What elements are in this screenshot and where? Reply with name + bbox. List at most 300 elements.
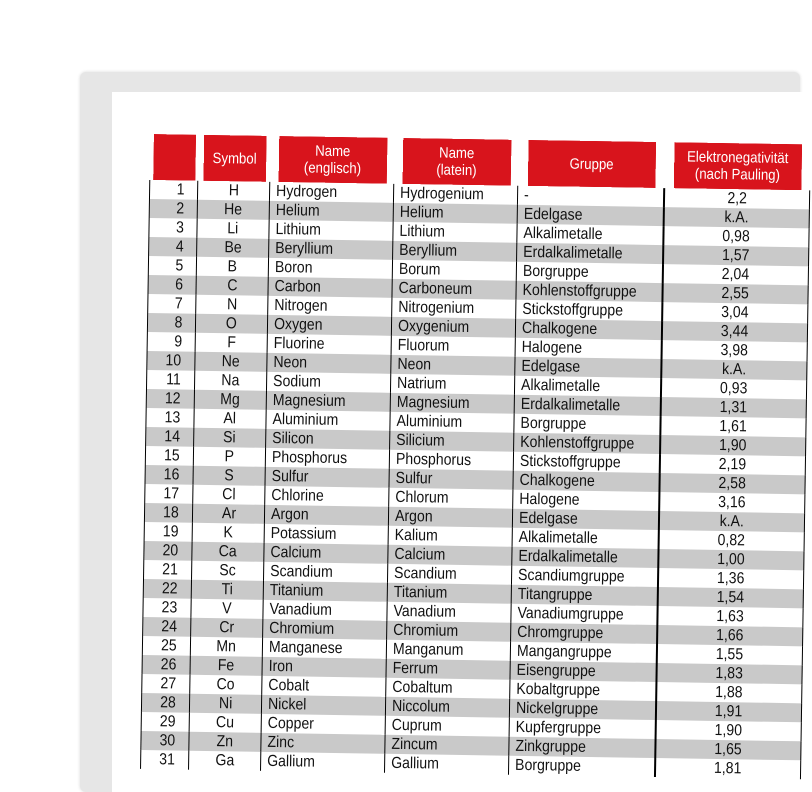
atomic-number-cell [144, 560, 192, 580]
electronegativity-cell [659, 473, 805, 494]
element-symbol: Be [223, 239, 242, 257]
name-english: Iron [268, 657, 294, 676]
name-english: Phosphorus [271, 448, 348, 468]
electronegativity-cell [663, 245, 809, 266]
electronegativity-cell [657, 568, 803, 589]
name-english-cell [269, 220, 393, 241]
electronegativity: 0,98 [722, 228, 751, 246]
element-group: Kupfergruppe [515, 718, 602, 738]
electronegativity-cell [662, 302, 808, 323]
electronegativity-cell [658, 511, 804, 532]
electronegativity: 2,58 [718, 474, 747, 493]
header-symbol: Symbol [202, 135, 266, 182]
name-english: Cobalt [268, 676, 310, 695]
name-english-cell [263, 562, 387, 583]
atomic-number: 5 [175, 257, 184, 275]
element-symbol-cell [195, 314, 267, 334]
element-group-cell [513, 490, 659, 511]
name-latin: Sulfur [395, 469, 433, 488]
element-group-cell [516, 300, 662, 321]
atomic-number-cell [146, 370, 194, 390]
element-symbol-cell [193, 447, 265, 467]
name-english-cell [266, 410, 390, 431]
name-latin: Zincum [391, 735, 438, 754]
name-latin-cell [388, 526, 512, 547]
element-symbol: Li [227, 220, 239, 238]
name-latin: Scandium [393, 564, 457, 583]
electronegativity: 3,98 [720, 341, 749, 360]
element-group-cell [510, 642, 656, 663]
element-table-sheet [140, 134, 811, 779]
element-group: Erdalkalimetalle [518, 547, 618, 567]
name-latin-cell [386, 659, 510, 680]
atomic-number: 21 [162, 561, 179, 579]
atomic-number: 30 [159, 732, 176, 750]
name-english: Fluorine [273, 334, 325, 353]
atomic-number-cell [142, 674, 190, 694]
electronegativity: 1,55 [715, 645, 744, 664]
element-symbol-cell [191, 599, 263, 619]
element-group: Alkalimetalle [523, 224, 603, 244]
element-group-cell [509, 699, 655, 720]
header-name-latin: Name (latein) [401, 138, 511, 186]
name-latin-cell [389, 450, 513, 471]
element-symbol-cell [189, 732, 261, 752]
atomic-number: 19 [162, 523, 179, 541]
atomic-number: 25 [161, 637, 178, 655]
atomic-number-cell [147, 332, 195, 352]
name-english: Magnesium [272, 391, 346, 411]
name-english: Vanadium [269, 600, 333, 619]
element-symbol: O [225, 315, 238, 333]
element-group: Scandiumgruppe [517, 566, 625, 586]
name-english: Scandium [270, 562, 333, 581]
atomic-number: 20 [162, 542, 179, 560]
element-symbol-cell [189, 751, 261, 771]
name-english: Oxygen [273, 315, 323, 334]
name-latin-cell [386, 640, 510, 661]
electronegativity-cell [662, 264, 808, 285]
element-group-cell [512, 547, 658, 568]
atomic-number: 9 [174, 333, 183, 351]
name-latin: Phosphorus [395, 450, 472, 470]
name-latin: Manganum [392, 640, 464, 659]
atomic-number: 27 [160, 675, 177, 693]
electronegativity-cell [660, 378, 806, 399]
name-latin: Calcium [394, 545, 446, 564]
name-latin-cell [385, 716, 509, 737]
electronegativity-cell [663, 188, 809, 209]
element-group: Borgruppe [520, 414, 587, 433]
name-latin: Borum [398, 260, 441, 279]
element-group-cell [511, 566, 657, 587]
electronegativity-cell [660, 416, 806, 437]
element-symbol-cell [192, 523, 264, 543]
element-symbol-cell [192, 504, 264, 524]
element-group-cell [511, 604, 657, 625]
name-english-cell [261, 752, 385, 773]
name-english: Nitrogen [274, 296, 328, 315]
name-latin-cell [387, 602, 511, 623]
element-group: Chalkogene [519, 471, 595, 491]
name-english-cell [265, 467, 389, 488]
atomic-number-cell [145, 446, 193, 466]
electronegativity-cell [663, 207, 809, 228]
name-latin: Kalium [394, 526, 438, 545]
name-english-cell [268, 258, 392, 279]
element-group: Eisengruppe [516, 661, 596, 681]
element-group: Edelgase [523, 205, 583, 224]
element-group: Kobaltgruppe [516, 680, 601, 700]
atomic-number-cell [148, 275, 196, 295]
atomic-number-cell [144, 503, 192, 523]
header-number [153, 134, 196, 181]
electronegativity-cell [655, 701, 801, 722]
atomic-number: 16 [163, 466, 180, 484]
element-symbol: V [222, 600, 232, 618]
name-english-cell [262, 657, 386, 678]
name-latin: Lithium [399, 222, 446, 241]
element-group: Edelgase [518, 509, 578, 528]
element-symbol: Ar [221, 505, 236, 523]
electronegativity: k.A. [719, 512, 744, 531]
atomic-number: 17 [163, 485, 180, 503]
name-english-cell [266, 372, 390, 393]
element-group-cell [517, 243, 663, 264]
element-symbol: Co [216, 676, 235, 694]
name-english-cell [262, 638, 386, 659]
atomic-number: 15 [164, 447, 181, 465]
element-symbol: N [226, 296, 238, 314]
element-group: Halogene [521, 338, 583, 357]
electronegativity: 1,83 [715, 664, 744, 683]
element-group-cell [515, 357, 661, 378]
atomic-number-cell [148, 256, 196, 276]
electronegativity-cell [661, 321, 807, 342]
name-english: Nickel [267, 695, 307, 714]
name-latin-cell [391, 355, 515, 376]
name-english: Boron [274, 258, 313, 277]
electronegativity: 3,04 [721, 303, 749, 322]
name-latin: Gallium [391, 754, 439, 773]
element-group-cell [516, 262, 662, 283]
name-english: Manganese [268, 638, 343, 658]
atomic-number-cell [146, 427, 194, 447]
name-english: Beryllium [275, 239, 334, 258]
element-group-cell [515, 338, 661, 359]
atomic-number: 3 [176, 219, 185, 237]
element-symbol-cell [197, 181, 269, 201]
electronegativity: 1,66 [716, 626, 744, 645]
element-group-cell [517, 186, 663, 207]
atomic-number: 10 [165, 352, 182, 370]
element-symbol-cell [192, 542, 264, 562]
electronegativity: 0,82 [717, 531, 746, 550]
electronegativity: 1,90 [719, 436, 747, 455]
atomic-number-cell [144, 541, 192, 561]
atomic-number: 8 [174, 314, 183, 332]
electronegativity-cell [655, 720, 801, 741]
name-english-cell [269, 201, 393, 222]
name-latin-cell [391, 317, 515, 338]
element-symbol: Cu [216, 714, 235, 732]
atomic-number-cell [141, 750, 189, 770]
electronegativity-cell [656, 644, 802, 665]
element-group: Erdalkalimetalle [520, 395, 621, 415]
name-latin-cell [390, 412, 514, 433]
electronegativity-cell [659, 492, 805, 513]
electronegativity: 1,65 [714, 740, 742, 759]
name-english-cell [269, 239, 393, 260]
element-group: Stickstoffgruppe [522, 300, 624, 320]
name-latin-cell [384, 754, 508, 775]
element-group: Zinkgruppe [515, 737, 586, 756]
electronegativity: 1,88 [715, 683, 743, 702]
name-latin-cell [385, 735, 509, 756]
electronegativity-cell [657, 587, 803, 608]
electronegativity: 2,19 [718, 455, 747, 474]
atomic-number-cell [143, 598, 191, 618]
name-latin-cell [390, 374, 514, 395]
name-english: Lithium [275, 220, 322, 239]
element-symbol: H [228, 182, 239, 200]
element-group-cell [514, 376, 660, 397]
electronegativity-cell [657, 606, 803, 627]
atomic-number: 28 [160, 694, 177, 712]
name-latin-cell [387, 621, 511, 642]
header-name-english: Name (englisch) [277, 136, 387, 184]
name-english: Carbon [274, 277, 321, 296]
atomic-number-cell [141, 712, 189, 732]
atomic-number-cell [142, 636, 190, 656]
name-latin-cell [385, 697, 509, 718]
element-symbol: P [224, 448, 235, 466]
element-group: Chalkogene [521, 319, 598, 339]
name-latin: Helium [399, 203, 444, 222]
name-english: Chromium [269, 619, 335, 638]
element-group-cell [513, 471, 659, 492]
element-symbol: Ti [221, 581, 234, 599]
name-english: Potassium [270, 524, 337, 543]
electronegativity: 2,04 [721, 266, 750, 284]
atomic-number-cell [149, 180, 197, 200]
electronegativity: k.A. [724, 209, 749, 227]
name-latin: Carboneum [398, 279, 473, 299]
element-group-cell [517, 205, 663, 226]
element-group-cell [515, 319, 661, 340]
name-english: Neon [273, 353, 308, 372]
element-symbol: K [223, 524, 234, 542]
electronegativity: 1,57 [722, 247, 750, 265]
name-latin-cell [389, 488, 513, 509]
electronegativity: 1,00 [717, 550, 745, 569]
name-english: Chlorine [271, 486, 324, 505]
name-english: Zinc [267, 733, 295, 752]
name-english-cell [266, 429, 390, 450]
name-latin: Oxygenium [397, 317, 470, 337]
element-group-cell [514, 395, 660, 416]
electronegativity: 1,36 [716, 569, 745, 588]
element-symbol-cell [189, 694, 261, 714]
element-symbol: F [226, 334, 236, 352]
electronegativity: 1,81 [714, 759, 742, 778]
atomic-number-cell [147, 313, 195, 333]
element-group: Titangruppe [517, 585, 593, 605]
electronegativity-cell [660, 397, 806, 418]
name-english: Sulfur [271, 467, 309, 486]
name-latin: Magnesium [396, 393, 470, 413]
table-body [141, 180, 810, 779]
element-group: Stickstoffgruppe [519, 452, 621, 472]
element-group-cell [509, 737, 655, 758]
name-english: Silicon [272, 429, 314, 448]
electronegativity-cell [661, 359, 807, 380]
name-latin-cell [389, 469, 513, 490]
element-group: Mangangruppe [516, 642, 612, 662]
name-english-cell [267, 315, 391, 336]
atomic-number: 31 [159, 751, 176, 769]
element-group: Chromgruppe [517, 623, 604, 643]
element-group-cell [509, 718, 655, 739]
name-latin-cell [392, 298, 516, 319]
element-symbol-cell [191, 580, 263, 600]
electronegativity: 1,61 [719, 417, 748, 436]
atomic-number-cell [149, 237, 197, 257]
atomic-number: 1 [176, 181, 185, 199]
name-english-cell [264, 524, 388, 545]
element-symbol-cell [194, 409, 266, 429]
atomic-number-cell [149, 218, 197, 238]
element-symbol-cell [191, 618, 263, 638]
atomic-number: 12 [164, 390, 181, 408]
name-english-cell [265, 448, 389, 469]
name-latin: Chromium [393, 621, 459, 640]
electronegativity-cell [655, 739, 801, 760]
element-symbol-cell [195, 352, 267, 372]
element-group-cell [514, 414, 660, 435]
element-symbol: He [224, 201, 243, 219]
electronegativity: 3,44 [720, 322, 749, 341]
atomic-number: 7 [174, 295, 183, 313]
atomic-number: 6 [175, 276, 184, 294]
atomic-number: 23 [161, 599, 178, 617]
atomic-number: 14 [164, 428, 181, 446]
element-symbol-cell [197, 200, 269, 220]
element-symbol: C [226, 277, 238, 295]
element-group: Alkalimetalle [520, 376, 601, 396]
name-english-cell [263, 600, 387, 621]
name-english: Sodium [272, 372, 321, 391]
electronegativity-cell [658, 530, 804, 551]
atomic-number-cell [141, 731, 189, 751]
name-latin: Argon [394, 507, 433, 526]
element-group-cell [510, 680, 656, 701]
electronegativity: 1,54 [716, 588, 745, 607]
name-english: Gallium [267, 752, 316, 771]
atomic-number: 13 [164, 409, 181, 427]
element-table [140, 134, 811, 779]
element-symbol: B [227, 258, 238, 276]
name-latin-cell [391, 336, 515, 357]
element-group: Kohlenstoffgruppe [522, 281, 637, 301]
element-symbol-cell [194, 428, 266, 448]
electronegativity: 3,16 [718, 493, 746, 512]
electronegativity-cell [660, 435, 806, 456]
name-latin: Nitrogenium [398, 298, 475, 318]
name-latin: Silicium [396, 431, 445, 450]
name-latin-cell [393, 184, 517, 205]
element-symbol: Mg [220, 391, 241, 409]
element-symbol-cell [190, 675, 262, 695]
element-symbol: Ni [218, 695, 233, 713]
name-english-cell [268, 296, 392, 317]
electronegativity: 1,63 [716, 607, 745, 626]
name-english-cell [269, 182, 393, 203]
name-latin: Niccolum [391, 697, 451, 716]
electronegativity-cell [656, 663, 802, 684]
atomic-number: 11 [166, 371, 182, 389]
name-latin: Neon [397, 355, 432, 374]
header-group: Gruppe [526, 140, 655, 188]
name-latin: Ferrum [392, 659, 439, 678]
electronegativity-cell [654, 758, 800, 779]
atomic-number-cell [143, 617, 191, 637]
name-english: Argon [270, 505, 309, 524]
name-latin-cell [393, 241, 517, 262]
atomic-number: 2 [176, 200, 185, 218]
name-english: Aluminium [272, 410, 339, 429]
element-symbol: Al [223, 410, 237, 428]
name-english-cell [266, 391, 390, 412]
name-english-cell [264, 505, 388, 526]
name-latin-cell [387, 583, 511, 604]
element-symbol: Ga [215, 752, 235, 770]
element-symbol-cell [197, 219, 269, 239]
atomic-number: 24 [161, 618, 178, 636]
name-latin-cell [392, 260, 516, 281]
electronegativity-cell [662, 283, 808, 304]
element-symbol-cell [194, 371, 266, 391]
electronegativity: 0,93 [719, 379, 748, 398]
atomic-number-cell [144, 522, 192, 542]
element-symbol-cell [194, 390, 266, 410]
element-symbol-cell [196, 276, 268, 296]
element-group-cell [511, 585, 657, 606]
element-group: - [523, 186, 529, 204]
element-group-cell [512, 509, 658, 530]
element-group-cell [516, 281, 662, 302]
electronegativity-cell [658, 549, 804, 570]
name-english-cell [262, 676, 386, 697]
atomic-number-cell [143, 579, 191, 599]
name-english-cell [264, 543, 388, 564]
element-group: Edelgase [521, 357, 581, 376]
name-latin-cell [387, 564, 511, 585]
name-english-cell [267, 334, 391, 355]
name-latin: Beryllium [399, 241, 458, 260]
element-symbol-cell [190, 656, 262, 676]
element-group-cell [511, 623, 657, 644]
name-english-cell [261, 695, 385, 716]
element-symbol: Ca [218, 543, 238, 561]
element-symbol: Mn [216, 638, 237, 656]
electronegativity: 1,91 [714, 702, 743, 721]
element-group-cell [514, 433, 660, 454]
atomic-number: 22 [161, 580, 178, 598]
name-latin-cell [393, 222, 517, 243]
name-latin: Vanadium [393, 602, 457, 621]
electronegativity-cell [663, 226, 809, 247]
